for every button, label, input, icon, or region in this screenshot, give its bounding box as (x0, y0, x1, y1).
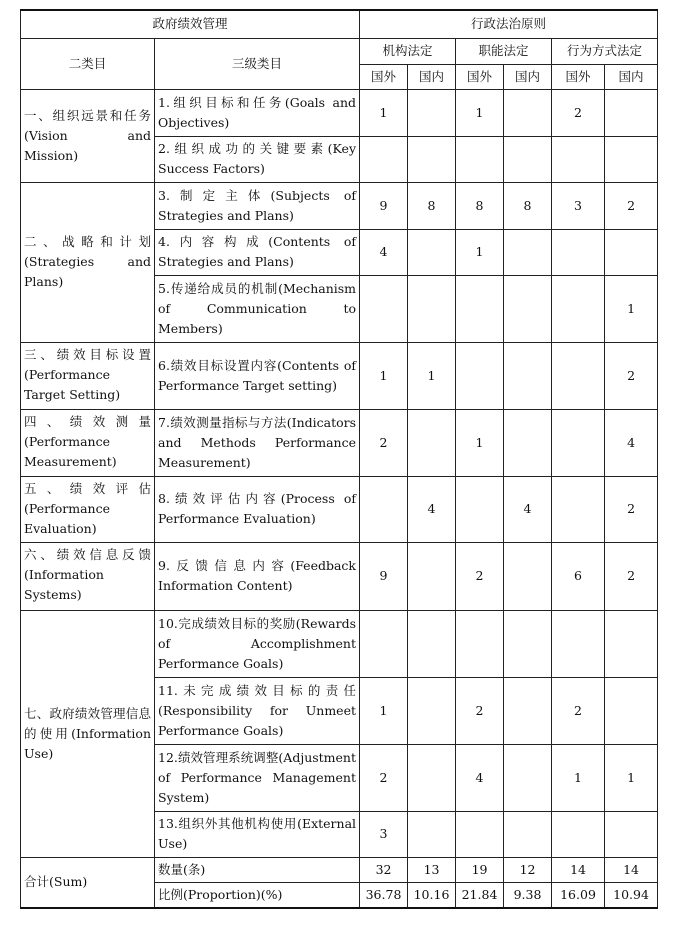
table-row (21, 542, 658, 610)
value-cell: 3 (552, 182, 605, 229)
count-cell: 19 (456, 857, 504, 882)
value-cell (408, 409, 456, 476)
category2-cell: 一、组织远景和任务(Vision and Mission) (21, 89, 155, 182)
value-cell: 1 (605, 744, 658, 811)
value-cell: 2 (605, 542, 658, 610)
value-cell (504, 409, 552, 476)
header-foreign: 国外 (552, 64, 605, 89)
value-cell (360, 610, 408, 677)
value-cell (456, 476, 504, 542)
count-cell: 32 (360, 857, 408, 882)
category2-cell: 六、绩效信息反馈(Information Systems) (21, 542, 155, 610)
value-cell: 1 (456, 409, 504, 476)
value-cell (504, 744, 552, 811)
value-cell (408, 677, 456, 744)
value-cell (504, 542, 552, 610)
value-cell (504, 229, 552, 275)
value-cell: 8 (408, 182, 456, 229)
policy-statistics-table (20, 9, 658, 909)
value-cell: 2 (552, 677, 605, 744)
value-cell (552, 136, 605, 182)
value-cell: 6 (552, 542, 605, 610)
value-cell: 1 (408, 342, 456, 409)
value-cell: 8 (504, 182, 552, 229)
value-cell (360, 476, 408, 542)
value-cell: 1 (360, 89, 408, 136)
value-cell: 2 (605, 342, 658, 409)
category3-cell: 10.完成绩效目标的奖励(Rewards of Accomplishment Performance Goals) (155, 610, 360, 677)
value-cell: 1 (605, 275, 658, 342)
value-cell (605, 136, 658, 182)
value-cell: 9 (360, 182, 408, 229)
value-cell (456, 811, 504, 857)
value-cell: 3 (360, 811, 408, 857)
value-cell (456, 275, 504, 342)
category2-cell: 七、政府绩效管理信息的使用(Information Use) (21, 610, 155, 857)
value-cell (605, 677, 658, 744)
value-cell (552, 229, 605, 275)
value-cell (504, 610, 552, 677)
value-cell: 1 (360, 677, 408, 744)
value-cell: 4 (605, 409, 658, 476)
category2-cell: 四、绩效测量(Performance Measurement) (21, 409, 155, 476)
header-domestic: 国内 (504, 64, 552, 89)
value-cell: 2 (360, 409, 408, 476)
value-cell (504, 89, 552, 136)
value-cell (456, 342, 504, 409)
proportion-cell: 21.84 (456, 882, 504, 908)
value-cell (605, 811, 658, 857)
proportion-cell: 36.78 (360, 882, 408, 908)
value-cell (408, 542, 456, 610)
value-cell (408, 811, 456, 857)
header-domestic: 国内 (605, 64, 658, 89)
value-cell: 1 (456, 229, 504, 275)
value-cell: 2 (552, 89, 605, 136)
value-cell (605, 229, 658, 275)
table-row (21, 342, 658, 409)
value-cell (552, 610, 605, 677)
value-cell: 2 (456, 677, 504, 744)
category3-cell: 8.绩效评估内容(Process of Performance Evaluation) (155, 476, 360, 542)
category3-cell: 11.未完成绩效目标的责任(Responsibility for Unmeet Performance Goals) (155, 677, 360, 744)
table-row (21, 476, 658, 542)
header-admin-law-principle: 行政法治原则 (360, 10, 658, 38)
category3-cell: 7.绩效测量指标与方法(Indicators and Methods Performance Measurement) (155, 409, 360, 476)
value-cell: 2 (605, 182, 658, 229)
value-cell: 1 (456, 89, 504, 136)
header-principle-function: 职能法定 (456, 38, 552, 64)
proportion-cell: 9.38 (504, 882, 552, 908)
value-cell: 2 (360, 744, 408, 811)
category3-cell: 4.内容构成(Contents of Strategies and Plans) (155, 229, 360, 275)
table-row (21, 89, 658, 136)
proportion-cell: 10.16 (408, 882, 456, 908)
category2-cell: 五、绩效评估(Performance Evaluation) (21, 476, 155, 542)
value-cell: 2 (605, 476, 658, 542)
proportion-cell: 10.94 (605, 882, 658, 908)
count-cell: 14 (552, 857, 605, 882)
count-cell: 14 (605, 857, 658, 882)
category3-cell: 13.组织外其他机构使用(External Use) (155, 811, 360, 857)
sum-count-row (21, 857, 658, 882)
table-row (21, 610, 658, 677)
value-cell: 4 (408, 476, 456, 542)
value-cell (504, 811, 552, 857)
value-cell (504, 275, 552, 342)
value-cell (456, 610, 504, 677)
value-cell (552, 275, 605, 342)
value-cell (408, 610, 456, 677)
header-principle-behavior: 行为方式法定 (552, 38, 658, 64)
header-category2: 二类目 (21, 38, 155, 89)
category3-cell: 6.绩效目标设置内容(Contents of Performance Target setting) (155, 342, 360, 409)
value-cell (408, 275, 456, 342)
header-gov-performance: 政府绩效管理 (21, 10, 360, 38)
value-cell (504, 342, 552, 409)
value-cell (408, 229, 456, 275)
value-cell (552, 342, 605, 409)
value-cell (408, 89, 456, 136)
value-cell (504, 136, 552, 182)
value-cell (360, 275, 408, 342)
category3-cell: 12.绩效管理系统调整(Adjustment of Performance Management System) (155, 744, 360, 811)
value-cell: 9 (360, 542, 408, 610)
header-principle-institution: 机构法定 (360, 38, 456, 64)
proportion-cell: 16.09 (552, 882, 605, 908)
category3-cell: 5.传递给成员的机制(Mechanism of Communication to Members) (155, 275, 360, 342)
header-foreign: 国外 (360, 64, 408, 89)
count-cell: 12 (504, 857, 552, 882)
category3-cell: 3.制定主体(Subjects of Strategies and Plans) (155, 182, 360, 229)
value-cell (552, 811, 605, 857)
sum-label: 合计(Sum) (21, 857, 155, 908)
table-row (21, 409, 658, 476)
category3-cell: 9.反馈信息内容(Feedback Information Content) (155, 542, 360, 610)
value-cell: 4 (360, 229, 408, 275)
table-row (21, 182, 658, 229)
value-cell: 1 (360, 342, 408, 409)
category3-cell: 2.组织成功的关键要素(Key Success Factors) (155, 136, 360, 182)
value-cell (552, 409, 605, 476)
category3-cell: 1.组织目标和任务(Goals and Objectives) (155, 89, 360, 136)
proportion-label: 比例(Proportion)(%) (155, 882, 360, 908)
value-cell: 4 (504, 476, 552, 542)
category2-cell: 二、战略和计划(Strategies and Plans) (21, 182, 155, 342)
header-foreign: 国外 (456, 64, 504, 89)
value-cell: 8 (456, 182, 504, 229)
value-cell (360, 136, 408, 182)
count-label: 数量(条) (155, 857, 360, 882)
header-domestic: 国内 (408, 64, 456, 89)
value-cell (504, 677, 552, 744)
value-cell (408, 744, 456, 811)
value-cell (605, 610, 658, 677)
value-cell (605, 89, 658, 136)
value-cell: 2 (456, 542, 504, 610)
value-cell: 4 (456, 744, 504, 811)
count-cell: 13 (408, 857, 456, 882)
value-cell (456, 136, 504, 182)
category2-cell: 三、绩效目标设置(Performance Target Setting) (21, 342, 155, 409)
value-cell (552, 476, 605, 542)
header-category3: 三级类目 (155, 38, 360, 89)
value-cell (408, 136, 456, 182)
value-cell: 1 (552, 744, 605, 811)
